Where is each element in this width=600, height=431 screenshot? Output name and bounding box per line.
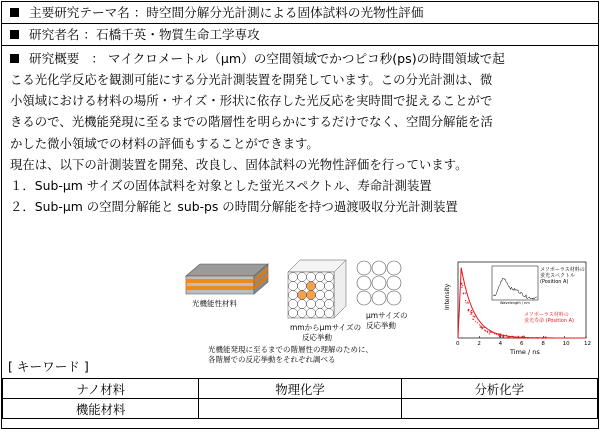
keyword-cell: 物理化学 <box>199 379 401 399</box>
keyword-label: [ キーワード ] <box>8 359 89 374</box>
theme-value: ：時空間分解分光計測による固体試料の光物性評価 <box>133 5 424 20</box>
x-tick-label: 2 <box>477 341 481 347</box>
data-point <box>461 284 462 285</box>
summary-colon: ： <box>91 51 104 66</box>
figure-label-mm-1: mmからµmサイズの <box>290 323 362 332</box>
keyword-cell <box>401 399 597 419</box>
data-point <box>482 327 483 328</box>
data-point <box>467 303 468 304</box>
material-slab-icon <box>186 264 268 294</box>
data-point <box>479 324 480 325</box>
theme-label: 主要研究テーマ名 <box>29 5 130 20</box>
data-point <box>468 310 469 311</box>
research-sheet <box>1 1 599 429</box>
summary-line-7: ２．Sub-µm の空間分解能と sub-ps の時間分解能を持つ過渡吸収分光計測装置 <box>10 199 458 215</box>
data-point <box>487 332 488 333</box>
main-legend-0: メソポーラス材料の <box>524 312 569 318</box>
square-bullet-icon <box>10 30 19 39</box>
sphere-grid-icon <box>357 261 401 305</box>
theme-row <box>2 2 598 24</box>
data-point <box>509 337 510 338</box>
keyword-cell: 分析化学 <box>401 379 597 399</box>
summary-line-1: こる光化学反応を観測可能にする分光計測装置を開発しています。この分光計測は、微 <box>10 72 493 87</box>
data-point <box>481 326 482 327</box>
data-point <box>475 321 476 322</box>
data-point <box>543 336 544 337</box>
x-tick-label: 10 <box>562 341 570 347</box>
chart-inset-xlabel: Wavelength / nm <box>500 301 530 305</box>
hierarchy-illustration <box>184 254 434 364</box>
data-point <box>470 314 471 315</box>
data-point <box>485 330 486 331</box>
keyword-row <box>3 399 598 419</box>
data-point <box>471 310 472 311</box>
figure-caption-1: 光機能発現に至るまでの階層性の理解のために、 <box>208 345 373 354</box>
x-tick-label: 4 <box>498 341 503 347</box>
data-point <box>472 312 473 313</box>
summary-line-5: 現在は、以下の計測装置を開発、改良し、固体試料の光物性評価を行っています。 <box>10 156 468 172</box>
data-point <box>482 328 483 329</box>
data-point <box>473 316 474 317</box>
keyword-cell: 機能材料 <box>3 399 199 419</box>
decay-chart <box>442 260 592 356</box>
data-point <box>470 311 471 312</box>
square-bullet-icon <box>10 54 19 63</box>
summary-line-3: きるので、光機能発現に至るまでの階層性を明らかにするだけでなく、空間分解能を活 <box>10 114 493 130</box>
data-point <box>513 337 514 338</box>
x-tick-label: 0 <box>456 341 460 347</box>
x-tick-label: 12 <box>584 341 591 347</box>
summary-block <box>2 46 598 364</box>
data-point <box>473 319 474 320</box>
data-point <box>506 337 507 338</box>
summary-line-6: １．Sub-µm サイズの固体試料を対象とした蛍光スペクトル、寿命計測装置 <box>10 178 432 194</box>
figure-label-material: 光機能性材料 <box>192 299 237 308</box>
summary-line-2: 小領域における材料の場所・サイズ・形状に依存した光反応を実時間で捉えることがで <box>10 93 493 109</box>
chart-x-label: Time / ns <box>510 348 540 356</box>
data-point <box>489 331 490 332</box>
keyword-cell <box>199 399 401 419</box>
data-point <box>477 322 478 323</box>
researcher-label: 研究者名 <box>29 27 80 42</box>
inset-legend-1: 蛍光スペクトル <box>540 273 576 279</box>
summary-line-4: かした微小領域での材料の評価もすることができます。 <box>10 135 319 151</box>
keyword-row <box>3 379 598 399</box>
sphere-cube-icon <box>288 260 346 318</box>
data-point <box>474 316 475 317</box>
data-point <box>500 336 501 337</box>
figure-caption-2: 各階層での反応挙動をそれぞれ調べる <box>208 355 336 364</box>
data-point <box>522 336 523 337</box>
data-point <box>465 300 466 301</box>
figure-label-um-2: 反応挙動 <box>366 321 396 330</box>
inset-legend-0: メソポーラス材料の <box>540 267 585 273</box>
keyword-cell: ナノ材料 <box>3 379 199 399</box>
data-point <box>463 293 464 294</box>
data-point <box>465 302 466 303</box>
researcher-value: ：石橋千英・物質生命工学専攻 <box>83 27 260 42</box>
data-point <box>489 333 490 334</box>
data-point <box>480 327 481 328</box>
data-point <box>465 293 466 294</box>
summary-first-line <box>2 46 598 69</box>
data-point <box>524 336 525 337</box>
inset-legend-2: (Position A) <box>540 279 569 285</box>
data-point <box>471 313 472 314</box>
summary-line-0: マイクロメートル（µm）の空間領域でかつピコ秒(ps)の時間領域で起 <box>108 51 505 66</box>
figure-label-mm-2: 反応挙動 <box>302 333 332 342</box>
chart-inset-frame <box>492 266 538 300</box>
summary-label: 研究概要 <box>29 51 80 66</box>
square-bullet-icon <box>10 8 19 17</box>
data-point <box>461 287 462 288</box>
x-tick-label: 8 <box>541 341 545 347</box>
researcher-row <box>2 24 598 46</box>
x-tick-label: 6 <box>520 341 524 347</box>
keyword-table <box>2 378 598 419</box>
figure-label-um-1: µmサイズの <box>366 311 408 320</box>
main-legend-1: 蛍光寿命 (Position A) <box>524 318 574 324</box>
chart-y-label: Intensity <box>444 283 451 310</box>
data-point <box>462 285 463 286</box>
